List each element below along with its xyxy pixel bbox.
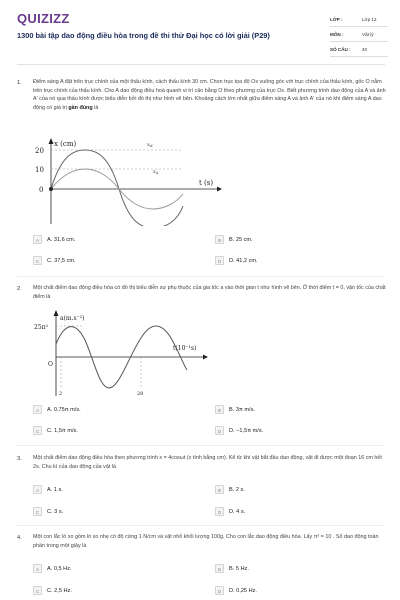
question-emphasis: gần đúng <box>68 104 93 111</box>
option-text: B. 2 s. <box>229 486 245 493</box>
question-text: Một con lắc lò xo gồm lò xo nhẹ có độ cứng 1 N/cm và vật nhỏ khối lượng 100g. Cho con lắc dao động điều hòa. Lấy π² = 10 . Số dao động toàn phần trong một giây là <box>33 534 379 549</box>
graph-y-arrow <box>49 138 54 144</box>
question-number: 3. <box>17 456 22 462</box>
question-divider <box>17 445 385 446</box>
option-text: D. −1,5π m/s. <box>229 427 264 434</box>
question-text <box>33 78 388 112</box>
option-badge: C <box>33 256 42 265</box>
option-text: D. 4 s. <box>229 508 246 515</box>
option-text: C. 1,5π m/s. <box>47 427 78 434</box>
quizizz-logo[interactable]: QUIZIZZ <box>17 11 70 26</box>
question-text: Một chất điểm dao động điều hòa có đồ thị biểu diễn sự phụ thuộc của gia tốc a vào thời gian t như hình vẽ bên. Ở thời điểm t = 0, vận tốc của chất điểm là <box>33 285 386 300</box>
graph-y-label: x (cm) <box>54 140 77 148</box>
option-badge: A <box>33 485 42 494</box>
option-badge: D <box>215 426 224 435</box>
graph-x-label: t(10⁻¹s) <box>173 345 197 352</box>
page-header <box>0 0 400 64</box>
option-text: D. 41,2 cm. <box>229 257 258 264</box>
option-text: A. 0,75π m/s. <box>47 406 81 413</box>
question-number: 2. <box>17 286 22 292</box>
meta-label: MÔN : <box>330 32 344 37</box>
question-tail: là <box>94 104 99 111</box>
graph-tick-label: 25π² <box>34 324 48 331</box>
option-badge: D <box>215 507 224 516</box>
meta-value: Vật lý <box>362 32 374 37</box>
option-badge: D <box>215 256 224 265</box>
graph-tick-label: 20 <box>35 147 44 155</box>
option-badge: A <box>33 564 42 573</box>
option-text: A. 1 s. <box>47 486 63 493</box>
option-text: C. 37,5 cm. <box>47 257 76 264</box>
question-text: Một chất điểm dao động điều hòa theo phương trình x = 4cosωt (x tính bằng cm). Kể từ khi vật bắt đầu dao động, vật đi được một đoạn 16 cm hết 2s. Chu kì của dao động của vật là <box>33 455 382 470</box>
option-badge: C <box>33 426 42 435</box>
graph-tick-label: 2 <box>59 391 63 397</box>
option-text: C. 3 s. <box>47 508 64 515</box>
graph-curve-label <box>147 142 153 148</box>
option-text: B. 3π m/s. <box>229 406 255 413</box>
option-text: D. 0,25 Hz. <box>229 587 257 594</box>
question-number: 4. <box>17 535 22 541</box>
option-text: A. 0,5 Hz. <box>47 565 72 572</box>
graph-y-label: a(m.s⁻²) <box>60 315 85 322</box>
graph-curve-label-part: x <box>147 142 150 148</box>
graph-origin-point <box>49 187 53 191</box>
graph-tick-label: 28 <box>137 391 144 397</box>
option-badge: B <box>215 564 224 573</box>
graph-position-time <box>33 136 223 226</box>
graph-curve-label-part: A' <box>149 144 154 148</box>
graph-curve-label-part: A <box>155 171 159 175</box>
option-badge: A <box>33 405 42 414</box>
option-badge: A <box>33 235 42 244</box>
meta-label: SỐ CÂU : <box>330 47 351 52</box>
option-badge: D <box>215 586 224 595</box>
option-text: C. 2,5 Hz. <box>47 587 72 594</box>
option-badge: C <box>33 586 42 595</box>
graph-tick-label: 0 <box>39 186 44 194</box>
option-text: B. 5 Hz. <box>229 565 249 572</box>
meta-underline <box>330 26 388 27</box>
option-badge: B <box>215 235 224 244</box>
meta-label: LỚP : <box>330 17 343 22</box>
option-text: A. 31,6 cm. <box>47 236 76 243</box>
header-divider <box>17 64 385 65</box>
graph-tick-label: O <box>48 361 53 368</box>
graph-x-arrow <box>217 187 222 192</box>
question-body: Điểm sáng A đặt trên trục chính của một thấu kính, cách thấu kính 30 cm. Chọn trục tọa độ Ox vuông góc với trục chính của thấu kính, gốc O nằm trên trục chính của thấu kính. Cho A dao động điều hoà quanh vị trí cân bằng O theo phương của trục Ox. Biết phương trình dao động của A và ảnh A' của nó qua thấu kính được biểu diễn bởi đồ thị như hình vẽ bên. Khoảng cách lớn nhất giữa điểm sáng A và ảnh A' của nó khi điểm sáng A dao động có giá trị <box>33 79 386 111</box>
graph-acceleration-time <box>33 308 213 398</box>
option-badge: B <box>215 485 224 494</box>
question-divider <box>17 525 385 526</box>
graph-curve-label <box>153 169 159 175</box>
meta-value: Lớp 12 <box>362 17 377 22</box>
option-badge: C <box>33 507 42 516</box>
graph-curve-label-part: x <box>153 169 156 175</box>
meta-underline <box>330 56 388 57</box>
graph-x-label: t (s) <box>199 179 214 187</box>
question-number: 1. <box>17 80 22 86</box>
meta-value: 40 <box>362 47 368 52</box>
option-badge: B <box>215 405 224 414</box>
meta-underline <box>330 41 388 42</box>
page-title: 1300 bài tập dao động điều hòa trong đề thi thử Đại học có lời giải (P29) <box>17 31 270 40</box>
graph-curve-image <box>51 150 183 226</box>
question-divider <box>17 276 385 277</box>
graph-x-arrow <box>203 355 208 360</box>
graph-tick-label: 10 <box>35 166 44 174</box>
option-text: B. 25 cm. <box>229 236 253 243</box>
graph-y-arrow <box>54 310 59 316</box>
